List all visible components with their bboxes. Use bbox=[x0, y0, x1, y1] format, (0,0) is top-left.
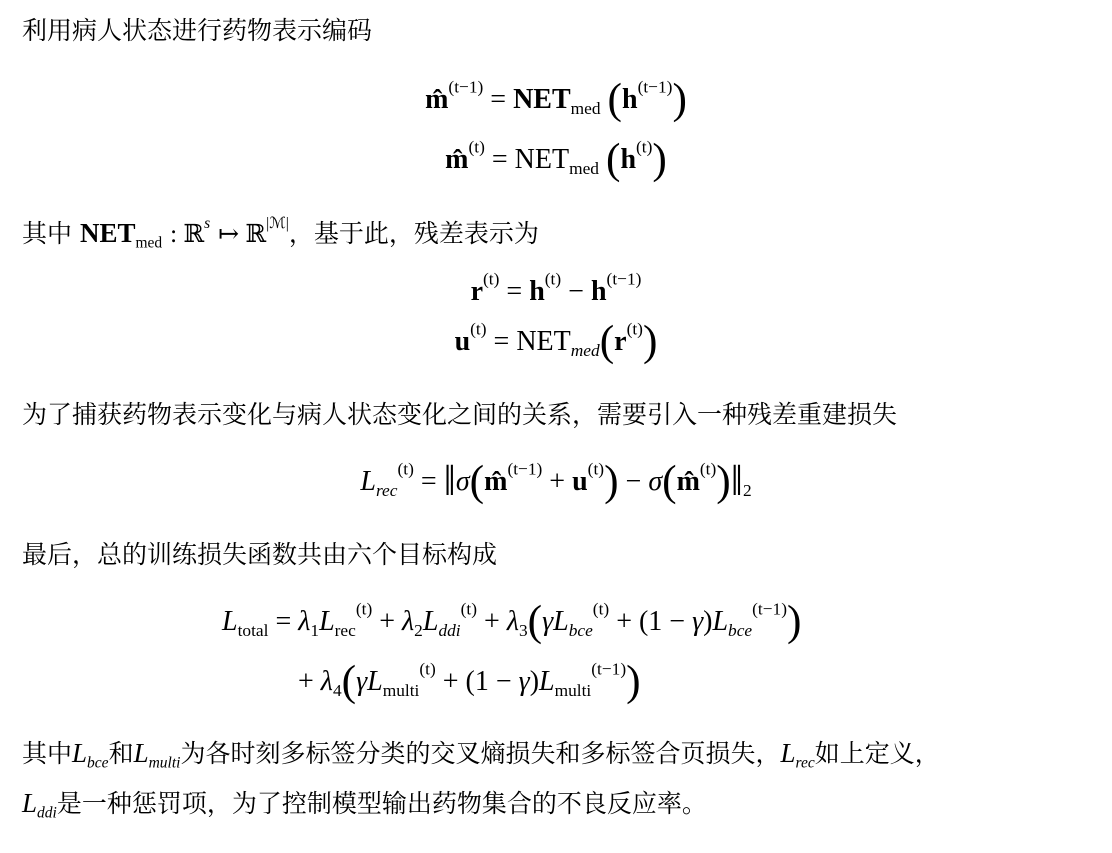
total-loss-intro: 最后，总的训练损失函数共由六个目标构成 bbox=[22, 540, 498, 569]
equation-m-hat-current: m̂$^{(t)}$ = $NET_{med}$ $(h^{(t)})$ bbox=[445, 135, 667, 184]
equation-total-loss-line1: $L_{total} = \lambda_1L_{rec}^{(t)} + \lambda_2L_{ddi}^{(t)} + \lambda_3(\gamma L_{bce}^{(t)} + (1 - \gamma)L_{bce}^{(t-1)})$ bbox=[222, 597, 802, 646]
loss-definitions: 其中$L_{bce}$和$L_{multi}$为各时刻多标签分类的交叉熵损失和多标签合页损失，$L_{rec}$如上定义， bbox=[22, 738, 940, 772]
residual-loss-intro: 为了捕获药物表示变化与病人状态变化之间的关系，需要引入一种残差重建损失 bbox=[22, 400, 898, 429]
equation-total-loss-line2: + $\lambda_4(\gamma L_{multi}^{(t)} + (1 - \gamma)L_{multi}^{(t-1)})$ bbox=[298, 657, 641, 706]
intro-text: 利用病人状态进行药物表示编码 bbox=[22, 16, 373, 45]
ddi-definition: $L_{ddi}$是一种惩罚项，为了控制模型输出药物集合的不良反应率。 bbox=[22, 788, 707, 822]
where-line: 其中 $NET_{med}$ : ℝ$^s$ ↦ ℝ$^{|ℳ|}$，基于此，残差表示为 bbox=[22, 215, 539, 252]
equation-residual: $r^{(t)} = h^{(t)} - h^{(t-1)}$ bbox=[470, 269, 642, 307]
equation-rec-loss: $L_{rec}^{(t)}$ = ‖σ(m̂$^{(t-1)}$ + $u^{(t)}$) − $\sigma(m̂^{(t)})‖_2$ bbox=[360, 457, 752, 506]
equation-m-hat-prev: m̂$^{(t-1)}$ = $NET_{med}$ $(h^{(t-1)})$ bbox=[425, 75, 687, 124]
equation-u: $u^{(t)} = NET_{med}(r^{(t)})$ bbox=[454, 317, 658, 366]
